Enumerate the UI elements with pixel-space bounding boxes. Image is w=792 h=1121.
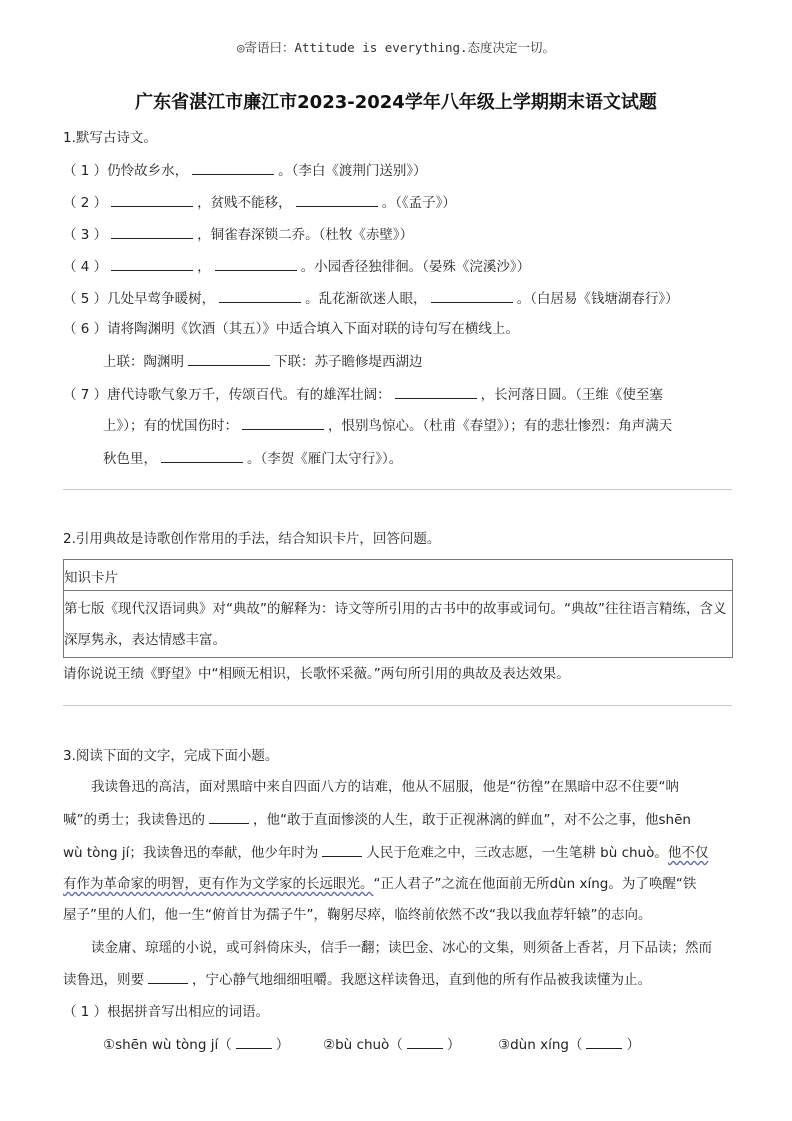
q1-line-4-text-c: 。小园香径独徘徊。（晏殊《浣溪沙》）: [300, 259, 531, 275]
q3-prompt: 3.阅读下面的文字，完成下面小题。: [63, 748, 279, 764]
q1-line-5: [63, 288, 679, 309]
q1-line-5-text-b: 。乱花渐欲迷人眼，: [305, 291, 427, 307]
answer-blank[interactable]: [242, 415, 324, 430]
page-title: 广东省湛江市廉江市2023-2024学年八年级上学期期末语文试题: [135, 92, 657, 113]
answer-blank[interactable]: [219, 288, 301, 303]
q1-line-7: [63, 384, 663, 405]
answer-blank[interactable]: [215, 256, 297, 271]
knowledge-card-body: 第七版《现代汉语词典》对“典故”的解释为：诗文等所引用的古书中的故事或词句。“典故”往往语言精练，含义深厚隽永，表达情感丰富。: [64, 601, 727, 648]
passage-text: “正人君子”之流在他面前无所dùn xíng。为了唤醒“铁: [373, 876, 697, 892]
q1-prompt: 1.默写古诗文。: [63, 130, 157, 146]
pinyin-label: ③dùn xíng（: [498, 1037, 583, 1053]
q1-line-4-text-b: ，: [197, 259, 211, 275]
pinyin-close: ）: [446, 1037, 461, 1053]
answer-blank[interactable]: [161, 448, 243, 463]
answer-blank[interactable]: [431, 288, 513, 303]
pinyin-item-3: [498, 1034, 640, 1055]
header-motto: ◎寄语曰：Attitude is everything.态度决定一切。: [236, 40, 556, 55]
answer-blank[interactable]: [192, 160, 274, 175]
answer-blank[interactable]: [586, 1034, 622, 1049]
q1-line-2-text-c: 。（《孟子》）: [381, 195, 456, 211]
q1-line-6: （ 6 ）请将陶渊明《饮酒（其五）》中适合填入下面对联的诗句写在横线上。: [63, 321, 519, 337]
q1-couplet: [103, 351, 423, 372]
q1-line-1-text-b: 。（李白《渡荆门送别》）: [278, 163, 427, 179]
passage-line: 我读鲁迅的高洁，面对黑暗中来自四面八方的诘难，他从不屈服，他是“彷徨”在黑暗中忍不住要“呐: [91, 779, 679, 795]
q1-line-7-cont-2: [103, 448, 402, 469]
section-divider: [63, 705, 732, 706]
passage-line: [63, 874, 696, 894]
couplet-upper-label: 上联：陶渊明: [103, 354, 184, 370]
knowledge-card: [63, 559, 733, 658]
q1-line-4-text-a: （ 4 ）: [63, 259, 108, 275]
pinyin-close: ）: [626, 1037, 640, 1053]
q1-line-5-text-c: 。（白居易《钱塘湖春行》）: [516, 291, 679, 307]
pinyin-close: ）: [275, 1037, 290, 1053]
passage-line: [63, 809, 691, 830]
q1-line-7-text-f: 。（李贺《雁门太守行》）。: [247, 451, 403, 467]
passage-text: 喊”的勇士；我读鲁迅的: [63, 812, 205, 828]
passage-line: 屋子”里的人们，他一生“俯首甘为孺子牛”，鞠躬尽瘁，临终前依然不改“我以我血荐轩辕”的志向。: [63, 907, 652, 923]
q1-line-3: [63, 224, 413, 245]
q2-prompt: 2.引用典故是诗歌创作常用的手法，结合知识卡片，回答问题。: [63, 531, 441, 547]
pinyin-label: ①shēn wù tòng jí（: [103, 1037, 232, 1053]
passage-text: wù tòng jí；我读鲁迅的奉献，他少年时为: [63, 845, 319, 861]
passage-text: 人民于危难之中，三改志愿，一生笔耕 bù chuò。: [366, 845, 668, 861]
q1-line-2-text-b: ，贫贱不能移，: [197, 195, 292, 211]
q1-line-4: [63, 256, 530, 277]
answer-blank[interactable]: [209, 809, 249, 824]
passage-line: 读金庸、琼瑶的小说，或可斜倚床头，信手一翻；读巴金、冰心的文集，则须备上香茗，月下品读；然而: [91, 940, 712, 956]
q1-line-7-text-a: （ 7 ）唐代诗歌气象万千，传颂百代。有的雄浑壮阔：: [63, 387, 391, 403]
wavy-underlined-sentence: 有作为革命家的明智，更有作为文学家的长远眼光。: [63, 876, 374, 892]
q1-line-5-text-a: （ 5 ）几处早莺争暖树，: [63, 291, 216, 307]
pinyin-item-1: [103, 1034, 289, 1055]
q1-line-1-text-a: （ 1 ）仍怜故乡水，: [63, 163, 189, 179]
answer-blank[interactable]: [322, 842, 362, 857]
q1-line-3-text-b: ，铜雀春深锁二乔。（杜牧《赤壁》）: [197, 227, 414, 243]
answer-blank[interactable]: [111, 192, 193, 207]
passage-text: 读鲁迅，则要: [63, 972, 144, 988]
q3-subquestion-1: （ 1 ）根据拼音写出相应的词语。: [63, 1004, 270, 1020]
q1-line-7-cont-1: [103, 415, 672, 436]
answer-blank[interactable]: [395, 384, 477, 399]
answer-blank[interactable]: [188, 351, 270, 366]
q1-line-2: [63, 192, 456, 213]
passage-text: ，宁心静气地细细咀嚼。我愿这样读鲁迅，直到他的所有作品被我读懂为止。: [192, 972, 651, 988]
couplet-lower-label: 下联：苏子瞻修堤西湖边: [274, 354, 423, 370]
answer-blank[interactable]: [111, 256, 193, 271]
section-divider: [63, 489, 732, 490]
passage-line: [63, 969, 651, 990]
q1-line-2-text-a: （ 2 ）: [63, 195, 108, 211]
q1-line-7-text-e: 秋色里，: [103, 451, 157, 467]
knowledge-card-header: [64, 560, 732, 591]
q2-question: 请你说说王绩《野望》中“相顾无相识，长歌怀采薇。”两句所引用的典故及表达效果。: [63, 666, 570, 682]
knowledge-card-title: 知识卡片: [64, 570, 118, 586]
q1-line-7-text-b: ，长河落日圆。（王维《使至塞: [480, 387, 663, 403]
wavy-underlined-sentence: 他不仅: [667, 845, 709, 861]
passage-line: [63, 842, 708, 863]
q1-line-7-text-c: 上》）；有的忧国伤时：: [103, 418, 238, 434]
answer-blank[interactable]: [296, 192, 378, 207]
passage-text: ，他“敢于直面惨淡的人生，敢于正视淋漓的鲜血”，对不公之事，他shēn: [253, 812, 691, 828]
q1-line-1: [63, 160, 427, 181]
pinyin-item-2: [323, 1034, 460, 1055]
answer-blank[interactable]: [236, 1034, 272, 1049]
pinyin-label: ②bù chuò（: [323, 1037, 403, 1053]
answer-blank[interactable]: [407, 1034, 443, 1049]
q1-line-3-text-a: （ 3 ）: [63, 227, 108, 243]
q1-line-7-text-d: ，恨别鸟惊心。（杜甫《春望》）；有的悲壮惨烈：角声满天: [328, 418, 673, 434]
answer-blank[interactable]: [148, 969, 188, 984]
answer-blank[interactable]: [111, 224, 193, 239]
